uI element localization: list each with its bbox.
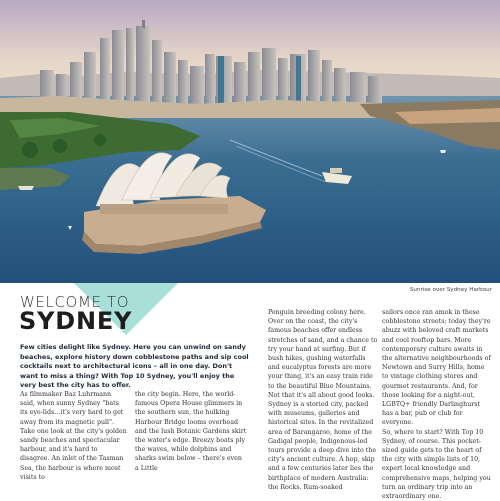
intro-paragraph: Few cities delight like Sydney. Here you can unwind on sandy beaches, explore history down cobblestone paths and sip cool cocktails next to architectural icons – all in one day. Don't want to miss a thing? With Top 10 Sydney, you'll enjoy the very best the city has to offer. bbox=[20, 343, 249, 390]
welcome-kicker: WELCOME TO bbox=[20, 293, 130, 311]
body-column-1: As filmmaker Baz Luhrmann said, when sunny Sydney "bats its eye-lids…it's very hard to get away from its magnetic pull". Take one look at the city's golden sandy beaches and spectacular harbour, and it's hard to disagree. An inlet of the Tasman Sea, the harbour is where most visits to bbox=[20, 391, 127, 481]
body-column-3: Penguin breeding colony here. Over on the coast, the city's famous beaches offer endless stretches of sand, and a chance to try your hand at surfing. But if bush hikes, gushing waterfalls and eucalyptus forests are more your thing, it's an easy train ride to the beautiful Blue Mountains. Not that it's all about good looks. Sydney is a storied city, packed with museums, galleries and historical sites. In the revitalized area of Barangaroo, home of the Gadigal people, Indigenous-led tours provide a deep dive into the city's ancient culture. A hop, skip and a few centuries later lies the birthplace of modern Australia: the Rocks. Rum-soaked bbox=[268, 309, 378, 491]
body-column-2: the city begin. Here, the world-famous Opera House glimmers in the southern sun, the hulking Harbour Bridge looms overhead and the lush Botanic Gardens skirt the water's edge. Breezy boats ply the waves, while dolphins and sharks swim below – there's even a Little bbox=[135, 391, 247, 472]
body-column-4: sailors once ran amok in these cobblestone streets; today they're abuzz with beloved craft markets and cool rooftop bars. More contemporary culture awaits in the alternative neighbourhoods of Newtown and Surry Hills, home to vintage clothing stores and gourmet restaurants. And, for those looking for a night-out, LGBTQ+ friendly Darlinghurst has a bar, pub or club for everyone. So, where to start? With Top 10 Sydney, of course. This pocket-sized guide gets to the heart of the city with simple lists of 10, expert local knowledge and comprehensive maps, helping you turn an ordinary trip into an extraordinary one. bbox=[382, 309, 491, 501]
page-title: SYDNEY bbox=[19, 307, 133, 335]
photo-caption: Sunrise over Sydney Harbour bbox=[409, 287, 492, 293]
